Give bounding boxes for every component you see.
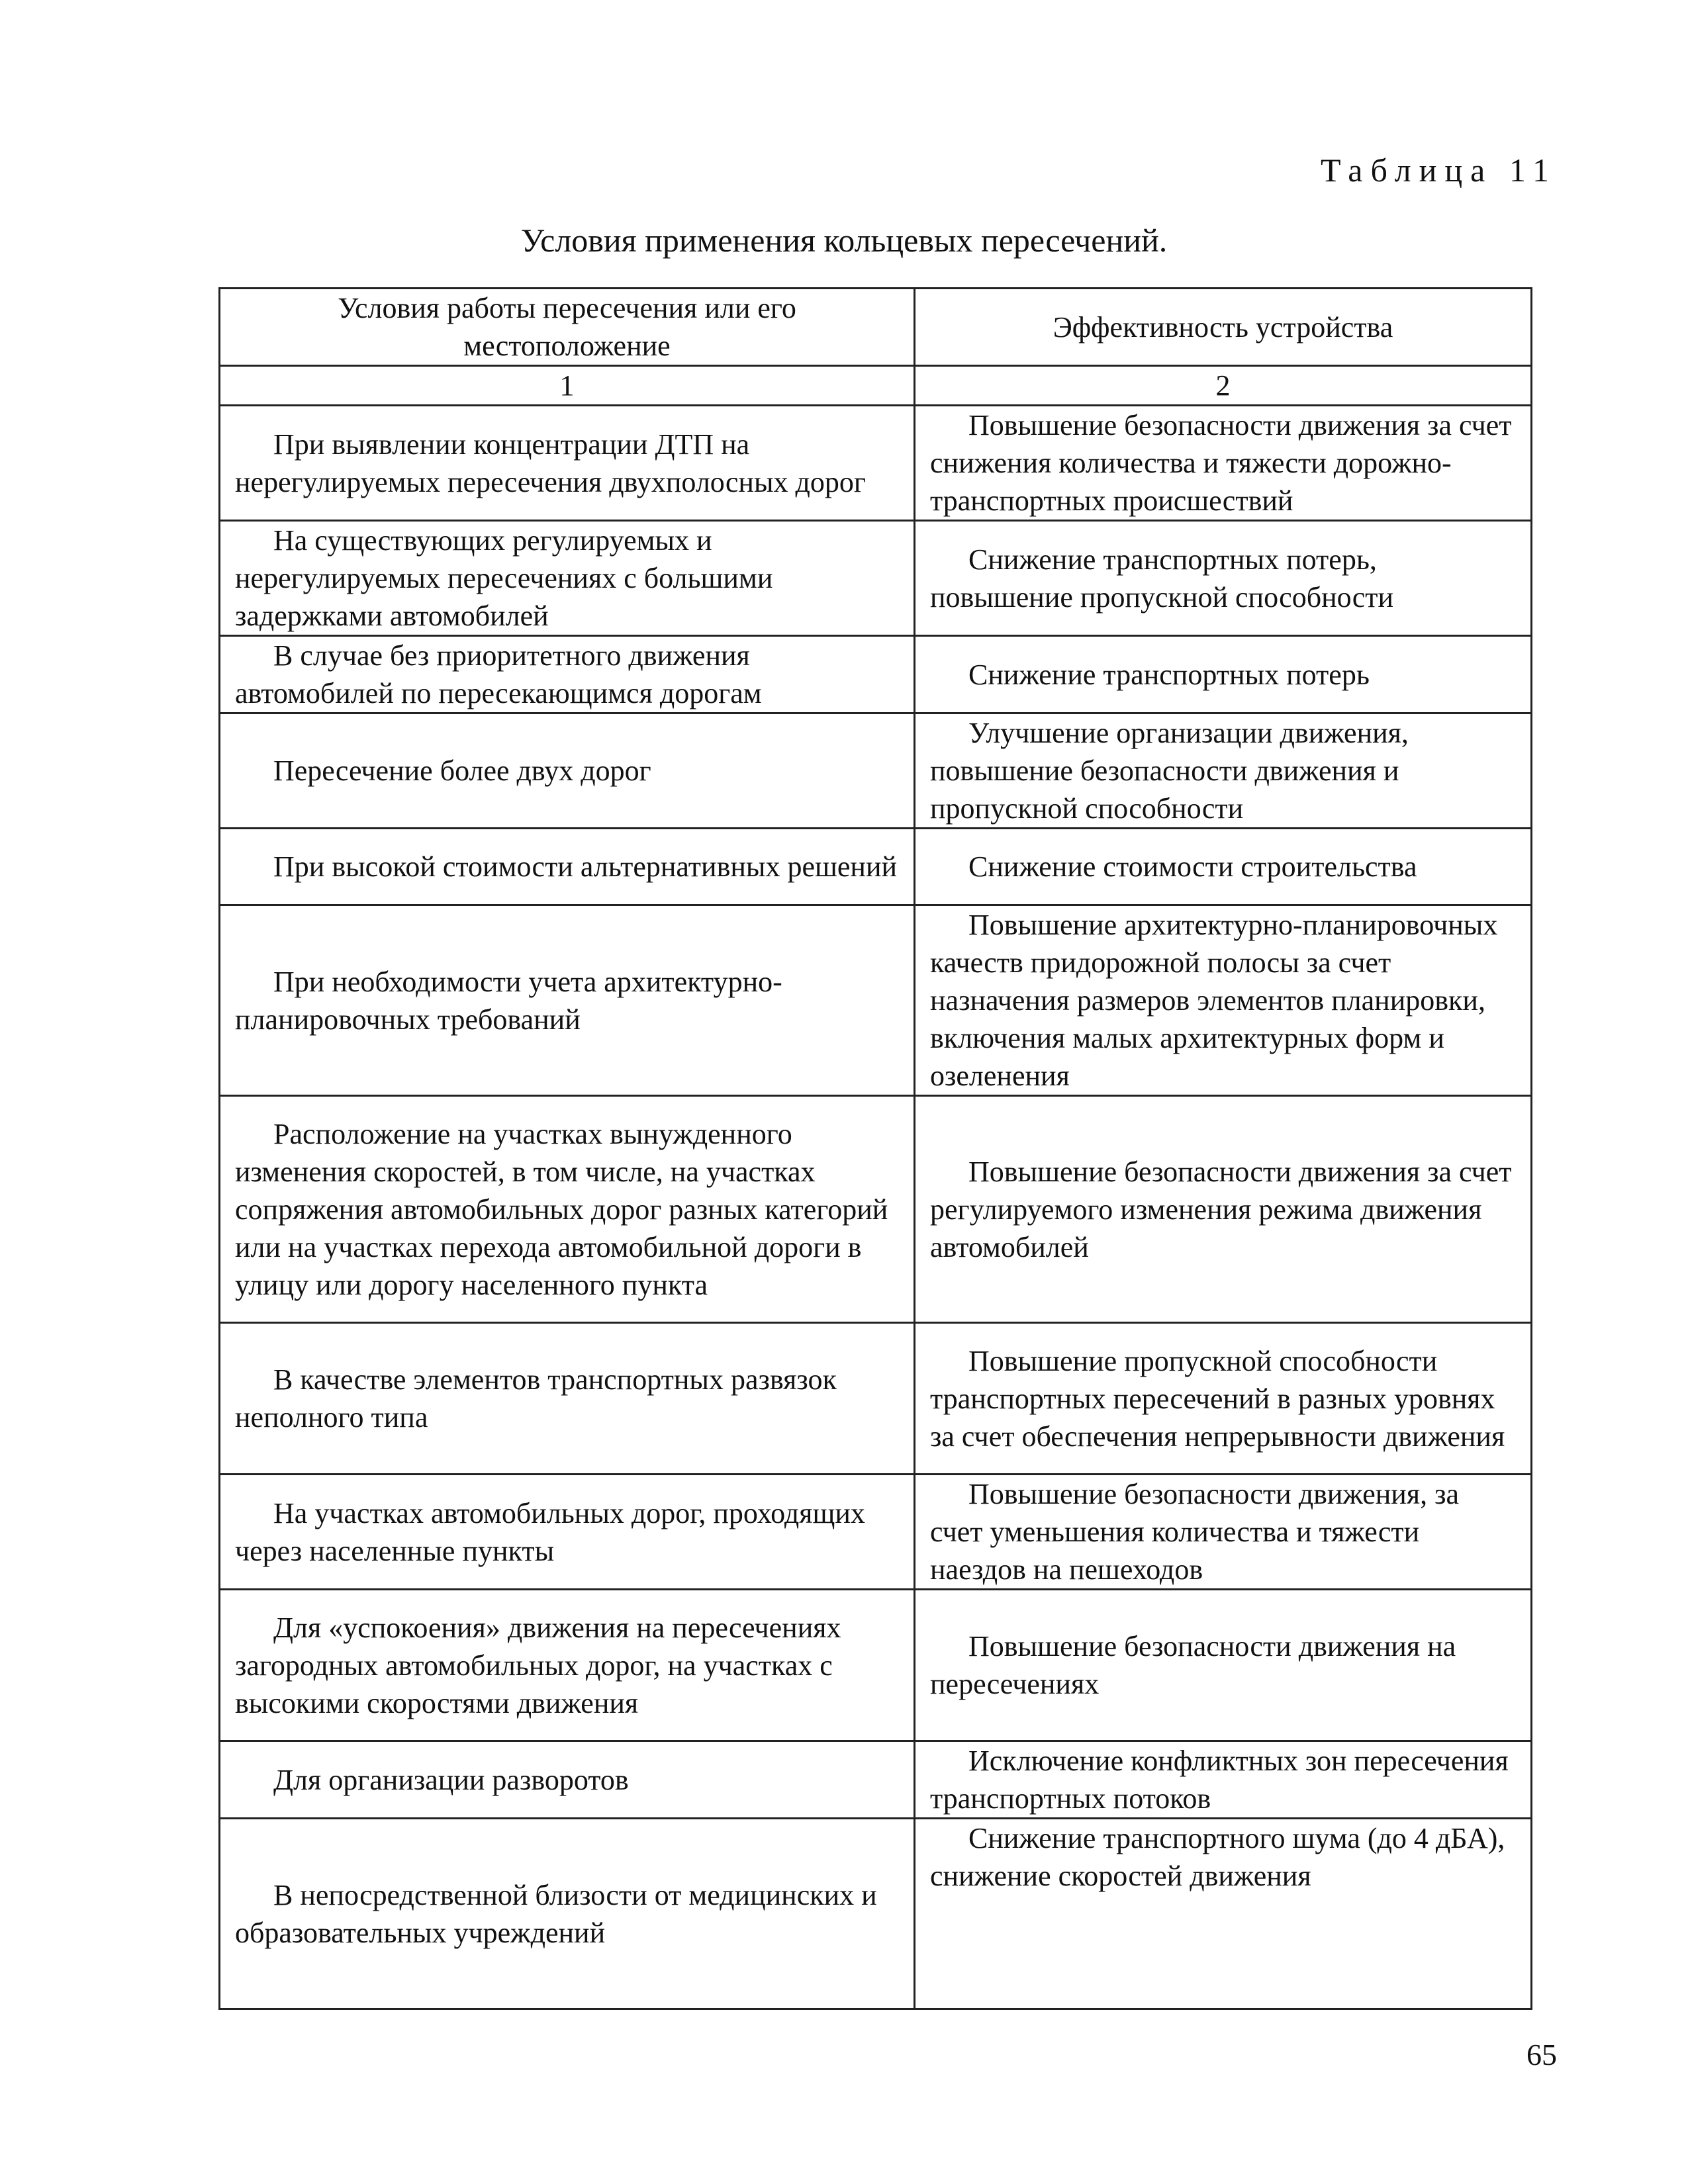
column-number-row bbox=[220, 366, 1532, 406]
table-header-row bbox=[220, 289, 1532, 366]
condition-cell: В случае без приоритетного движения автомобилей по пересекающимся дорогам bbox=[220, 636, 915, 713]
table-row bbox=[220, 1741, 1532, 1819]
condition-cell: На участках автомобильных дорог, проходящих через населенные пункты bbox=[220, 1475, 915, 1590]
table-row bbox=[220, 1590, 1532, 1741]
table-row bbox=[220, 1096, 1532, 1323]
effect-cell: Повышение пропускной способности транспортных пересечений в разных уровнях за счет обеспечения непрерывности движения bbox=[915, 1323, 1532, 1475]
effect-cell: Повышение безопасности движения за счет регулируемого изменения режима движения автомобилей bbox=[915, 1096, 1532, 1323]
table-title: Условия применения кольцевых пересечений. bbox=[520, 222, 1168, 259]
table-row bbox=[220, 829, 1532, 905]
table-row bbox=[220, 1819, 1532, 2009]
effect-cell: Снижение транспортных потерь bbox=[915, 636, 1532, 713]
condition-cell: Для «успокоения» движения на пересечениях загородных автомобильных дорог, на участках с высокими скоростями движения bbox=[220, 1590, 915, 1741]
effect-cell: Повышение безопасности движения, за счет уменьшения количества и тяжести наездов на пешеходов bbox=[915, 1475, 1532, 1590]
table-label: Таблица 11 bbox=[1321, 152, 1557, 189]
effect-cell: Снижение транспортного шума (до 4 дБА), снижение скоростей движения bbox=[915, 1819, 1532, 2009]
condition-cell: При необходимости учета архитектурно-планировочных требований bbox=[220, 905, 915, 1096]
effect-cell: Снижение стоимости строительства bbox=[915, 829, 1532, 905]
condition-cell: В непосредственной близости от медицинских и образовательных учреждений bbox=[220, 1819, 915, 2009]
column-header-conditions: Условия работы пересечения или его местоположение bbox=[220, 289, 915, 366]
column-number-1: 1 bbox=[220, 366, 915, 406]
condition-cell: На существующих регулируемых и нерегулируемых пересечениях с большими задержками автомобилей bbox=[220, 521, 915, 636]
condition-cell: При выявлении концентрации ДТП на нерегулируемых пересечения двухполосных дорог bbox=[220, 406, 915, 521]
column-header-effect: Эффективность устройства bbox=[915, 289, 1532, 366]
effect-cell: Улучшение организации движения, повышение безопасности движения и пропускной способности bbox=[915, 713, 1532, 829]
column-number-2: 2 bbox=[915, 366, 1532, 406]
condition-cell: В качестве элементов транспортных развязок неполного типа bbox=[220, 1323, 915, 1475]
table-row bbox=[220, 406, 1532, 521]
table-row bbox=[220, 1323, 1532, 1475]
effect-cell: Повышение безопасности движения за счет снижения количества и тяжести дорожно-транспортных происшествий bbox=[915, 406, 1532, 521]
effect-cell: Повышение безопасности движения на пересечениях bbox=[915, 1590, 1532, 1741]
condition-cell: Для организации разворотов bbox=[220, 1741, 915, 1819]
condition-cell: При высокой стоимости альтернативных решений bbox=[220, 829, 915, 905]
effect-cell: Снижение транспортных потерь, повышение пропускной способности bbox=[915, 521, 1532, 636]
page-number: 65 bbox=[1526, 2038, 1557, 2071]
table-row bbox=[220, 636, 1532, 713]
effect-cell: Исключение конфликтных зон пересечения транспортных потоков bbox=[915, 1741, 1532, 1819]
table-row bbox=[220, 713, 1532, 829]
conditions-table bbox=[218, 287, 1532, 2010]
table-row bbox=[220, 1475, 1532, 1590]
table-row bbox=[220, 905, 1532, 1096]
condition-cell: Расположение на участках вынужденного изменения скоростей, в том числе, на участках сопряжения автомобильных дорог разных категорий или на участках перехода автомобильной дороги в улицу или дорогу населенного пункта bbox=[220, 1096, 915, 1323]
condition-cell: Пересечение более двух дорог bbox=[220, 713, 915, 829]
table-row bbox=[220, 521, 1532, 636]
effect-cell: Повышение архитектурно-планировочных качеств придорожной полосы за счет назначения размеров элементов планировки, включения малых архитектурных форм и озеленения bbox=[915, 905, 1532, 1096]
